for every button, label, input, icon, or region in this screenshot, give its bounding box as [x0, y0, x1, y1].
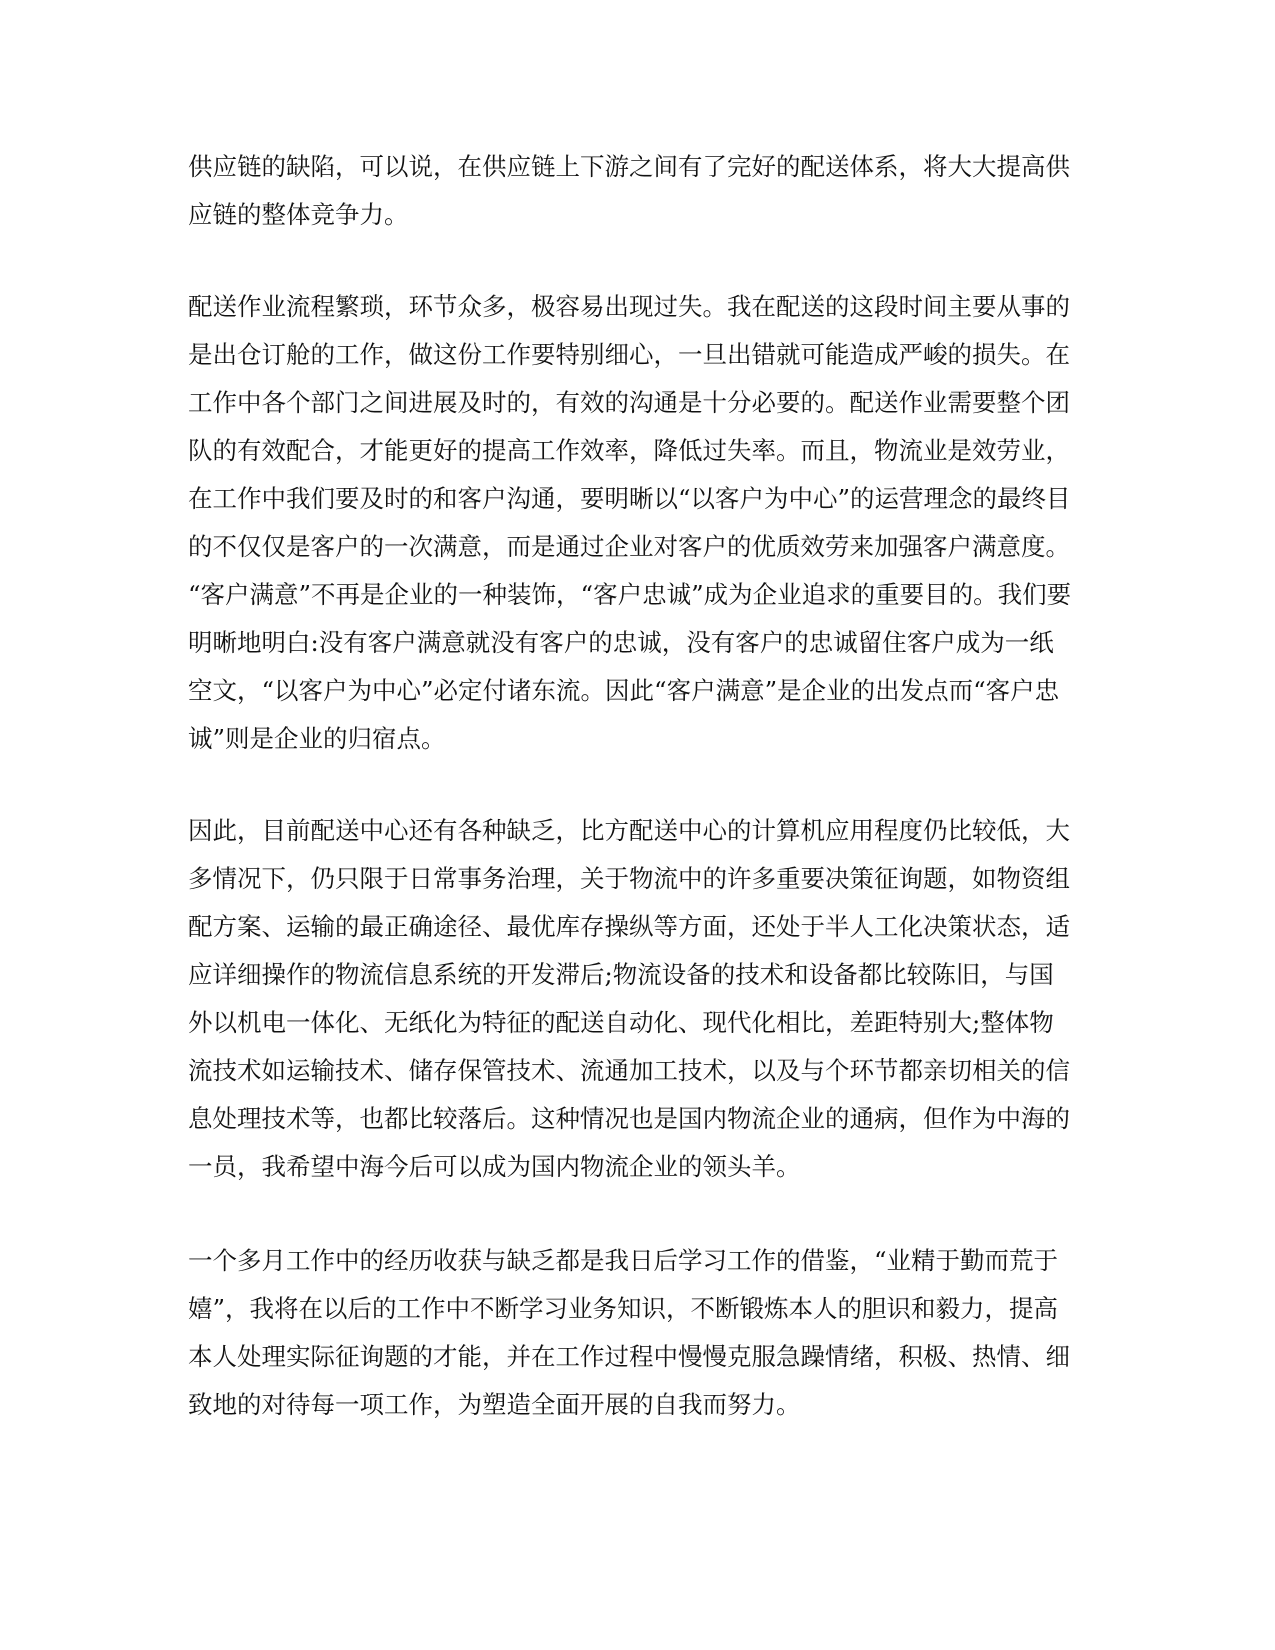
paragraph-line: 一员，我希望中海今后可以成为国内物流企业的领头羊。 — [188, 1152, 801, 1181]
paragraph-line: 队的有效配合，才能更好的提高工作效率，降低过失率。而且，物流业是效劳业， — [188, 436, 1070, 465]
paragraph-line: 配送作业流程繁琐，环节众多，极容易出现过失。我在配送的这段时间主要从事的 — [188, 292, 1070, 321]
paragraph-line: 因此，目前配送中心还有各种缺乏，比方配送中心的计算机应用程度仍比较低，大 — [188, 816, 1070, 845]
paragraph-line: 应链的整体竞争力。 — [188, 200, 409, 229]
paragraph-line: 诚”则是企业的归宿点。 — [188, 724, 446, 753]
paragraph-line: 明晰地明白:没有客户满意就没有客户的忠诚，没有客户的忠诚留住客户成为一纸 — [188, 628, 1054, 657]
paragraph-line: 嬉”，我将在以后的工作中不断学习业务知识，不断锻炼本人的胆识和毅力，提高 — [188, 1294, 1059, 1323]
paragraph-3 — [188, 807, 1088, 1191]
paragraph-line: 一个多月工作中的经历收获与缺乏都是我日后学习工作的借鉴，“业精于勤而荒于 — [188, 1246, 1059, 1275]
paragraph-line: 供应链的缺陷，可以说，在供应链上下游之间有了完好的配送体系，将大大提高供 — [188, 152, 1070, 181]
paragraph-line: 的不仅仅是客户的一次满意，而是通过企业对客户的优质效劳来加强客户满意度。 — [188, 532, 1070, 561]
paragraph-line: 外以机电一体化、无纸化为特征的配送自动化、现代化相比，差距特别大;整体物 — [188, 1008, 1054, 1037]
paragraph-line: 是出仓订舱的工作，做这份工作要特别细心，一旦出错就可能造成严峻的损失。在 — [188, 340, 1070, 369]
paragraph-line: 本人处理实际征询题的才能，并在工作过程中慢慢克服急躁情绪，积极、热情、细 — [188, 1342, 1070, 1371]
paragraph-line: 空文，“以客户为中心”必定付诸东流。因此“客户满意”是企业的出发点而“客户忠 — [188, 676, 1060, 705]
paragraph-line: 配方案、运输的最正确途径、最优库存操纵等方面，还处于半人工化决策状态，适 — [188, 912, 1070, 941]
paragraph-line: 流技术如运输技术、储存保管技术、流通加工技术，以及与个环节都亲切相关的信 — [188, 1056, 1070, 1085]
paragraph-4 — [188, 1237, 1088, 1429]
paragraph-line: 在工作中我们要及时的和客户沟通，要明晰以“以客户为中心”的运营理念的最终目 — [188, 484, 1071, 513]
paragraph-line: 应详细操作的物流信息系统的开发滞后;物流设备的技术和设备都比较陈旧，与国 — [188, 960, 1054, 989]
paragraph-line: “客户满意”不再是企业的一种装饰，“客户忠诚”成为企业追求的重要目的。我们要 — [188, 580, 1072, 609]
paragraph-line: 息处理技术等，也都比较落后。这种情况也是国内物流企业的通病，但作为中海的 — [188, 1104, 1070, 1133]
paragraph-2 — [188, 283, 1088, 763]
paragraph-1 — [188, 143, 1088, 239]
paragraph-line: 致地的对待每一项工作，为塑造全面开展的自我而努力。 — [188, 1390, 801, 1419]
paragraph-line: 工作中各个部门之间进展及时的，有效的沟通是十分必要的。配送作业需要整个团 — [188, 388, 1070, 417]
paragraph-line: 多情况下，仍只限于日常事务治理，关于物流中的许多重要决策征询题，如物资组 — [188, 864, 1070, 893]
